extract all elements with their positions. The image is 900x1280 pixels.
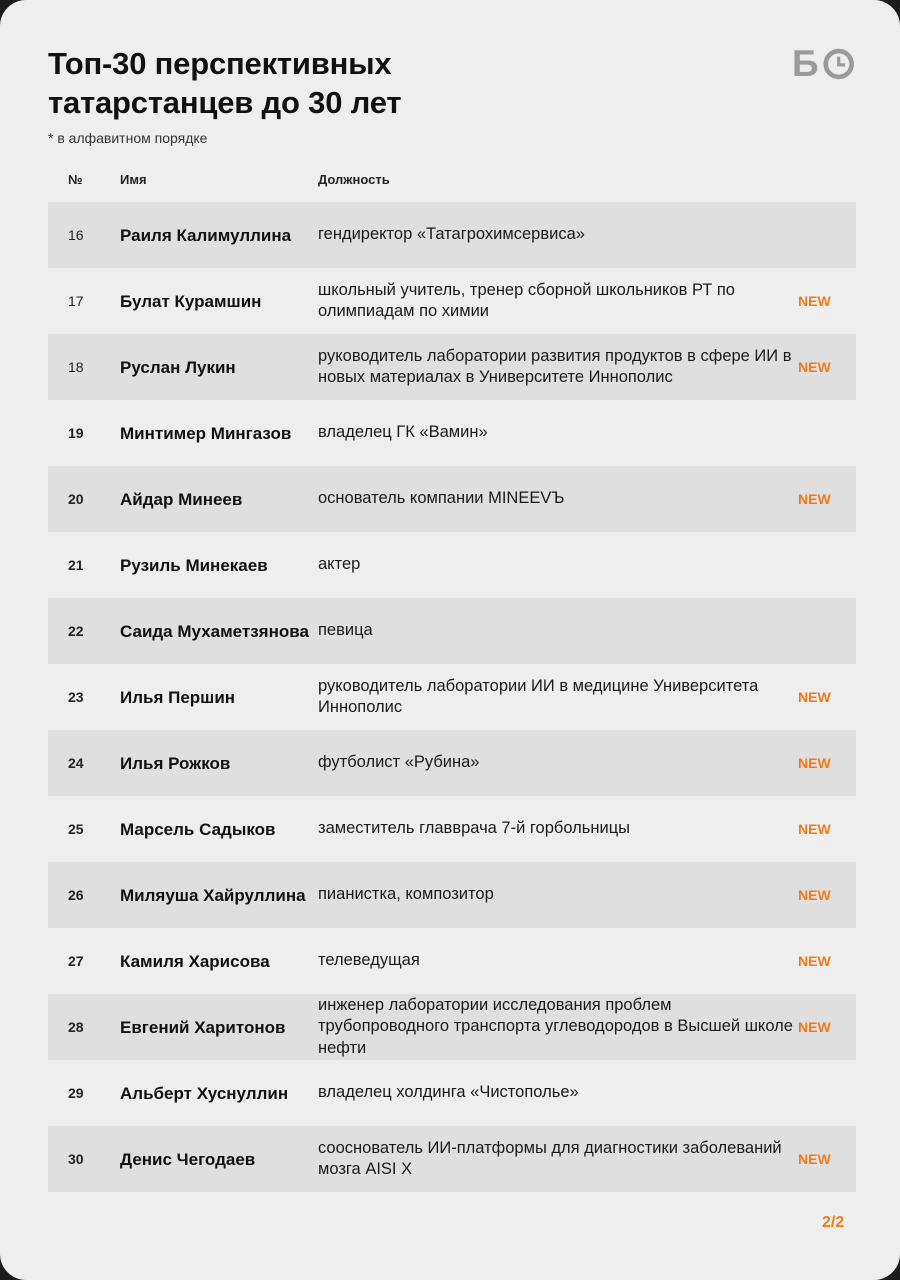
person-position: певица xyxy=(318,621,373,640)
logo-letter: Б xyxy=(792,43,819,84)
new-badge: NEW xyxy=(798,887,831,903)
person-name: Булат Курамшин xyxy=(120,291,262,311)
new-badge: NEW xyxy=(798,359,831,375)
person-position: гендиректор «Татагрохимсервиса» xyxy=(318,225,585,244)
column-header-position: Должность xyxy=(318,172,390,187)
row-number: 24 xyxy=(68,755,84,771)
person-position: школьный учитель, тренер сборной школьников РТ по олимпиадам по химии xyxy=(318,280,735,320)
row-number: 18 xyxy=(68,359,84,375)
person-name: Илья Першин xyxy=(120,687,236,707)
person-name: Альберт Хуснуллин xyxy=(120,1083,289,1103)
row-number: 27 xyxy=(68,953,84,969)
column-header-name: Имя xyxy=(120,172,147,187)
person-name: Раиля Калимуллина xyxy=(120,225,292,245)
row-number: 21 xyxy=(68,557,84,573)
table-row xyxy=(48,1126,856,1192)
row-number: 30 xyxy=(68,1151,84,1167)
table-row xyxy=(48,1060,856,1126)
person-position: заместитель главврача 7-й горбольницы xyxy=(318,819,631,838)
row-number: 20 xyxy=(68,491,84,507)
new-badge: NEW xyxy=(798,1151,831,1167)
row-number: 17 xyxy=(68,293,84,309)
new-badge: NEW xyxy=(798,293,831,309)
clock-icon xyxy=(823,47,854,81)
row-number: 28 xyxy=(68,1019,84,1035)
column-header-num: № xyxy=(68,172,83,187)
table-row xyxy=(48,730,856,796)
table-row xyxy=(48,466,856,532)
person-position: пианистка, композитор xyxy=(318,885,494,904)
person-position: основатель компании MINEEVЪ xyxy=(318,489,565,508)
bo-logo xyxy=(792,43,854,84)
title-line-2: татарстанцев до 30 лет xyxy=(48,85,402,120)
table-row xyxy=(48,532,856,598)
row-number: 22 xyxy=(68,623,84,639)
person-name: Рузиль Минекаев xyxy=(120,555,268,575)
row-number: 19 xyxy=(68,425,84,441)
table-row xyxy=(48,202,856,268)
new-badge: NEW xyxy=(798,689,831,705)
page-number: 2/2 xyxy=(822,1214,845,1231)
person-position: руководитель лаборатории развития продуктов в сфере ИИ в новых материалах в Университете Иннополис xyxy=(318,346,792,386)
ranking-table xyxy=(48,202,856,1192)
new-badge: NEW xyxy=(798,755,831,771)
person-name: Евгений Харитонов xyxy=(120,1017,286,1037)
title-line-1: Топ-30 перспективных xyxy=(48,46,392,81)
person-name: Миляуша Хайруллина xyxy=(120,885,306,905)
person-name: Денис Чегодаев xyxy=(120,1149,256,1169)
table-row xyxy=(48,334,856,400)
new-badge: NEW xyxy=(798,1019,831,1035)
person-name: Камиля Харисова xyxy=(120,951,270,971)
person-position: телеведущая xyxy=(318,951,420,970)
person-name: Саида Мухаметзянова xyxy=(120,621,309,641)
table-row xyxy=(48,400,856,466)
person-name: Илья Рожков xyxy=(120,753,231,773)
row-number: 25 xyxy=(68,821,84,837)
person-position: футболист «Рубина» xyxy=(318,753,480,772)
person-position: владелец ГК «Вамин» xyxy=(318,423,488,442)
table-row xyxy=(48,796,856,862)
new-badge: NEW xyxy=(798,491,831,507)
new-badge: NEW xyxy=(798,821,831,837)
new-badge: NEW xyxy=(798,953,831,969)
table-row xyxy=(48,862,856,928)
row-number: 23 xyxy=(68,689,84,705)
person-position: сооснователь ИИ-платформы для диагностики заболеваний мозга AISI X xyxy=(318,1138,782,1178)
person-position: актер xyxy=(318,555,361,574)
row-number: 16 xyxy=(68,227,84,243)
row-number: 26 xyxy=(68,887,84,903)
table-row xyxy=(48,268,856,334)
row-number: 29 xyxy=(68,1085,84,1101)
person-name: Руслан Лукин xyxy=(120,357,236,377)
person-name: Минтимер Мингазов xyxy=(120,423,292,443)
table-row xyxy=(48,994,856,1060)
page-title xyxy=(48,44,688,122)
table-row xyxy=(48,928,856,994)
person-name: Марсель Садыков xyxy=(120,819,276,839)
person-position: руководитель лаборатории ИИ в медицине Университета Иннополис xyxy=(318,676,759,716)
person-name: Айдар Минеев xyxy=(120,489,243,509)
sort-note: * в алфавитном порядке xyxy=(48,130,208,146)
person-position: инженер лаборатории исследования проблем трубопроводного транспорта углеводородов в Высшей школе нефти xyxy=(318,995,793,1057)
table-row xyxy=(48,664,856,730)
table-row xyxy=(48,598,856,664)
person-position: владелец холдинга «Чистополье» xyxy=(318,1083,579,1102)
